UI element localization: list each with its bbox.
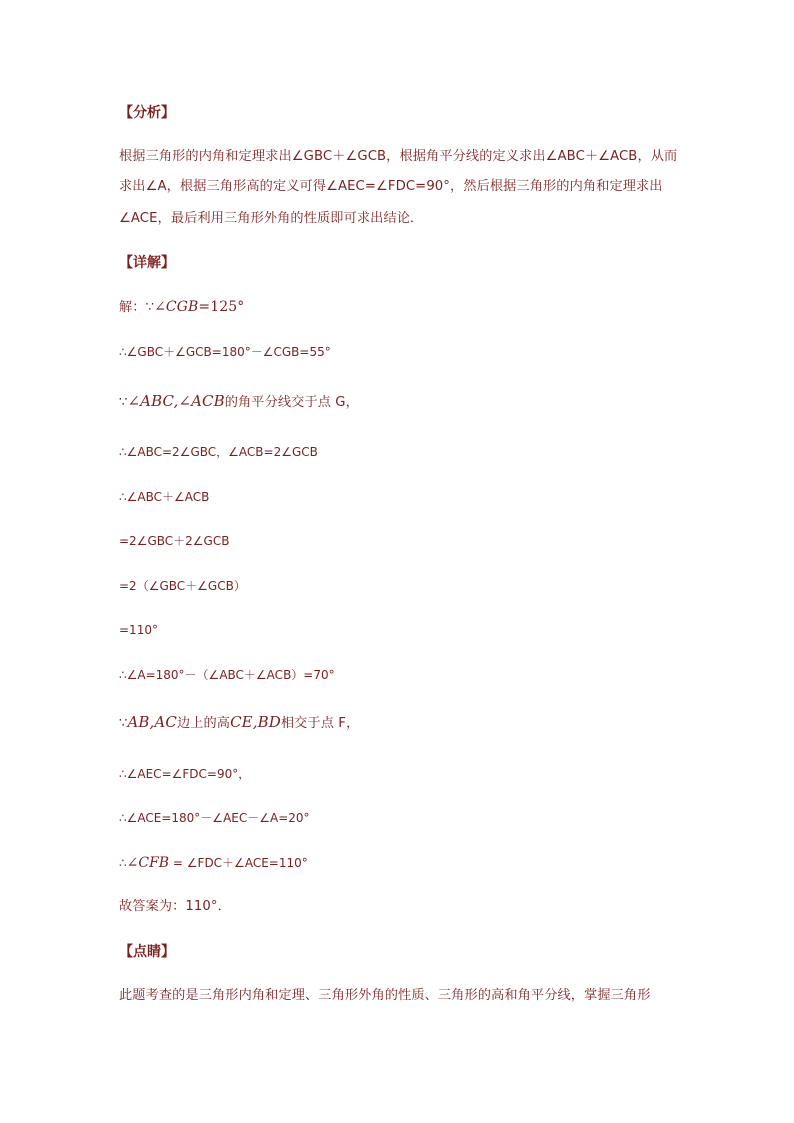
step10-mid: 边上的高 [176,716,231,731]
detail-step-4: ∴∠ABC=2∠GBC，∠ACB=2∠GCB [119,445,318,459]
comment-line: 此题考查的是三角形内角和定理、三角形外角的性质、三角形的高和角平分线，掌握三角形 [119,988,651,1003]
step13-suffix: = ∠FDC＋∠ACE=110° [169,856,308,870]
analysis-heading: 【分析】 [119,105,175,121]
step1-math: ∠CGB [154,299,199,315]
detail-step-12: ∴∠ACE=180°－∠AEC－∠A=20° [119,811,310,825]
step10-prefix: ∵ [119,716,128,731]
detail-step-7: =2（∠GBC＋∠GCB） [119,579,246,593]
detail-step-2: ∴∠GBC＋∠GCB=180°－∠CGB=55° [119,345,331,359]
comment-heading: 【点睛】 [119,944,175,960]
analysis-line-1: 根据三角形的内角和定理求出∠GBC＋∠GCB，根据角平分线的定义求出∠ABC＋∠ACB，从而 [119,149,678,164]
step10-math1: AB,AC [127,713,177,731]
step10-math2: CE,BD [230,713,281,731]
detail-heading: 【详解】 [119,255,175,271]
detail-step-3 [119,391,359,413]
detail-step-8: =110° [119,623,158,637]
analysis-line-3: ∠ACE，最后利用三角形外角的性质即可求出结论． [119,211,424,226]
step1-prefix: 解：∵ [119,300,155,315]
detail-step-13 [119,853,308,873]
step13-prefix: ∴ [119,856,127,870]
step3-math: ∠ABC,∠ACB [127,392,225,410]
analysis-line-2: 求出∠A，根据三角形高的定义可得∠AEC=∠FDC=90°，然后根据三角形的内角和定理求出 [119,179,663,194]
step3-prefix: ∵ [119,395,128,410]
step1-suffix: =125° [198,299,245,315]
step13-math: ∠CFB [126,855,170,871]
detail-step-5: ∴∠ABC＋∠ACB [119,490,210,504]
detail-step-11: ∴∠AEC=∠FDC=90°， [119,767,251,781]
step3-suffix: 的角平分线交于点 G， [224,395,359,410]
detail-step-1 [119,297,244,318]
detail-step-9: ∴∠A=180°－（∠ABC＋∠ACB）=70° [119,668,335,682]
detail-step-10 [119,712,359,734]
detail-step-6: =2∠GBC＋2∠GCB [119,534,230,548]
answer-line: 故答案为：110°． [119,899,231,914]
step10-suffix: 相交于点 F， [280,716,360,731]
